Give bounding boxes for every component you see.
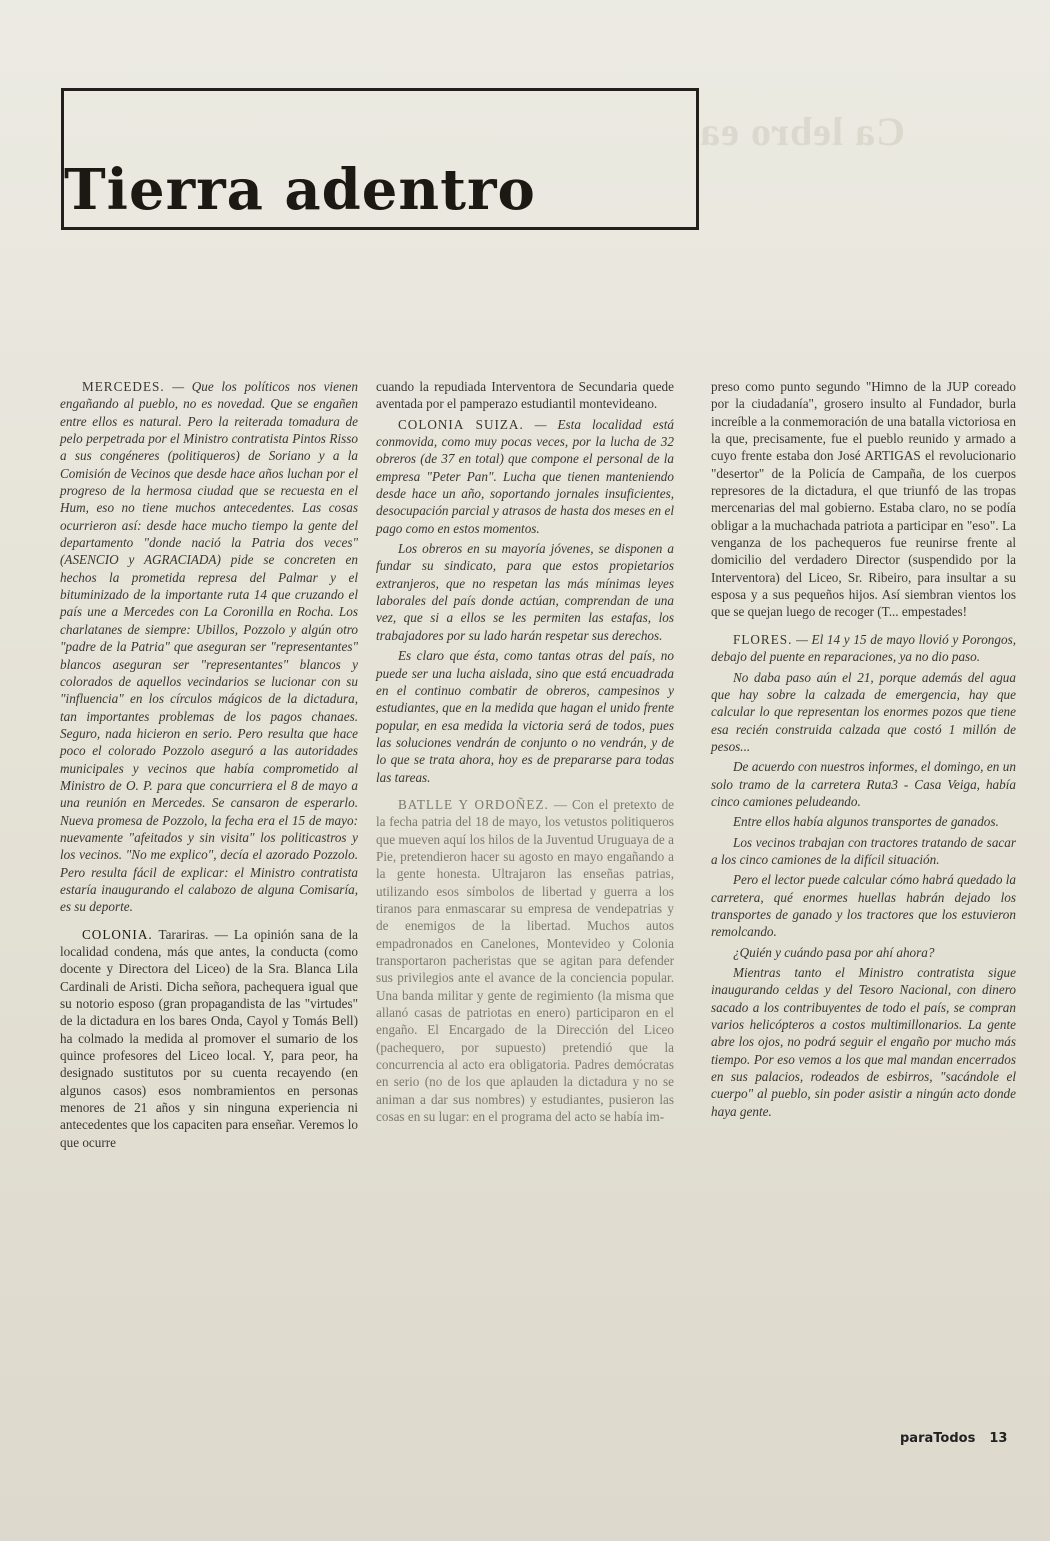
magazine-name: paraTodos bbox=[900, 1431, 976, 1446]
paragraph bbox=[711, 871, 1016, 940]
paragraph-text: Los obreros en su mayoría jóvenes, se disponen a fundar su sindicato, para que estos propietarios extranjeros, que no respetan las más mínimas leyes laborales del país donde actúan, comprendan de una vez, que si a ellos se les permiten las estafas, los trabajadores por su lado harán respetar sus derechos. bbox=[376, 541, 674, 643]
place-name: COLONIA SUIZA. bbox=[398, 416, 524, 432]
paragraph-text: Los vecinos trabajan con tractores tratando de sacar a los cinco camiones de la difícil situación. bbox=[711, 834, 1016, 867]
paragraph bbox=[711, 378, 1016, 621]
paragraph-text: No daba paso aún el 21, porque además del agua que hay sobre la calzada de emergencia, hay que calcular lo que representan los enormes pozos que tiene esa recién construida calzada que costó 1 millón de pesos... bbox=[711, 669, 1016, 754]
paragraph bbox=[60, 926, 358, 1151]
place-name: COLONIA. bbox=[82, 926, 153, 942]
paragraph bbox=[711, 834, 1016, 869]
paragraph-text: Mientras tanto el Ministro contratista sigue inaugurando celdas y del Tesoro Nacional, con dinero sacado a los contribuyentes de todo el país, se compran varios helicópteros a costos multimillonarios. La gente abre los ojos, no podrá seguir el engaño por mucho más tiempo. Por eso vemos a los que mal mandan encerrados en sus palacios, rodeados de esbirros, "sacándole el cuerpo" al pueblo, sin poder asistir a ningún acto donde haya gente. bbox=[711, 965, 1016, 1119]
place-name: FLORES. bbox=[733, 631, 793, 647]
paragraph-text: — Con el pretexto de la fecha patria del 18 de mayo, los vetustos politiqueros que mueven aquí los hilos de la Juventud Uruguaya de a Pie, pretendieron hacer su agosto en mayo engañando a la gente honesta. Ultrajaron las enseñas patrias, utilizando esos símbolos de libertad y guerra a los tiranos para enmascarar su empresa de vendepatrias y de enemigos de la libertad. Muchos autos empadronados en Canelones, Montevideo y Colonia transportaron pacheristas que se agitan para defender sus privilegios ante el avance de la conciencia popular. Una banda militar y gente de regimiento (la misma que allanó casas de patriotas en enero) participaron en el engaño. El Encargado de la Dirección del Liceo (pachequero, por supuesto) pretendió que la concurrencia al acto era obligatoria. Padres demócratas en serio (no de los que aplauden la dictadura y no se animan a dar sus nombres) y estudiantes, pusieron las cosas en su lugar: en el programa del acto se había im- bbox=[376, 796, 675, 1125]
article-body bbox=[60, 378, 1024, 1408]
place-name: MERCEDES. bbox=[82, 379, 165, 394]
column-3 bbox=[711, 378, 1016, 1120]
paragraph-text: — Esta localidad está conmovida, como muy pocas veces, por la lucha de 32 obreros (de 37 en total) que compone el personal de la empresa "Peter Pan". Lucha que tienen manteniendo desde hace un año, soportando jornales insuficientes, desocupación parcial y atrasos de hasta dos meses en el pago como en estos momentos. bbox=[376, 416, 675, 536]
paragraph bbox=[376, 378, 674, 413]
paragraph-text: ¿Quién y cuándo pasa por ahí ahora? bbox=[733, 944, 935, 960]
page-footer bbox=[900, 1431, 1007, 1446]
paragraph bbox=[376, 416, 674, 537]
paragraph-text: — El 14 y 15 de mayo llovió y Porongos, debajo del puente en reparaciones, ya no dio paso. bbox=[711, 631, 1016, 665]
paragraph bbox=[711, 758, 1016, 810]
paragraph-text: preso como punto segundo "Himno de la JUP coreado por la ciudadanía", grosero insulto al Fundador, burla increíble a la conmemoración de una batalla victoriosa en la que, precisamente, fue el pueblo reunido y armado a cuyo frente estaba don José ARTIGAS el revolucionario "desertor" de la Policía de Campaña, de los cuerpos represores de la dictadura, el que triunfó de las tropas mercenarias del mal gobierno. Estaba claro, no se podía obligar a la muchachada patriota a participar en "eso". La venganza de los pachequeros fue reunirse frente al domicilio del verdadero Director (suspendido por la Interventora) del Liceo, Sr. Ribeiro, para insultar a su esposa y a sus pequeños hijos. Así siembran vientos los que se quejan luego de recoger (T... empestades! bbox=[711, 379, 1016, 620]
paragraph bbox=[711, 964, 1016, 1120]
column-1 bbox=[60, 378, 358, 1151]
paragraph bbox=[376, 796, 674, 1126]
paragraph bbox=[711, 944, 1016, 961]
paragraph-text: — Que los políticos nos vienen engañando al pueblo, no es novedad. Que se engañen entre ellos es natural. Pero la reiterada tomadura de pelo perpetrada por el Ministro contratista Pintos Risso a sus congéneres (politiqueros) de Soriano y a la Comisión de Vecinos que desde hace años luchan por el progreso de la hermosa ciudad que se recuesta en el Hum, eso no tiene muchos antecedentes. Las cosas ocurrieron así: desde hace mucho tiempo la gente del departamento "donde nació la Patria dos veces" (ASENCIO y AGRACIADA) pide se concreten en hechos la prometida represa del Palmar y el bituminizado de la importante ruta 14 que cruzando el país une a Mercedes con La Coronilla en Rocha. Los charlatanes de siempre: Ubillos, Pozzolo y algún otro "padre de la Patria" que aseguran ser "representantes" blancos aseguran ser "representantes" blancos y colorados de aquellos vecindarios se lucionar con su "influencia" en los círculos mágicos de la dictadura, tan importantes problemas de los pagos chanaes. Seguro, nada hicieron en serio. Pero resulta que hace poco el colorado Pozzolo aseguró a las autoridades municipales y vecinos que había comprometido al Ministro de O. P. para que concurriera el 8 de mayo a una reunión en Mercedes. Se cansaron de esperarlo. Nueva promesa de Pozzolo, la fecha era el 15 de mayo: nuevamente "afeitados y sin visita" los politicastros y los vecinos. "No me explico", decía el azorado Pozzolo. Pero resulta fácil de explicar: el Ministro contratista estaría inaugurando el calabozo de alguna Comisaría, es su deporte. bbox=[60, 379, 358, 915]
paragraph-text: Entre ellos había algunos transportes de ganados. bbox=[733, 814, 999, 830]
paragraph-text: Tarariras. — La opinión sana de la localidad condena, más que antes, la conducta (como docente y Directora del Liceo) de la Sra. Blanca Lila Cardinali de Aristi. Dicha señora, pachequera igual que su notorio esposo (gran propagandista de las "virtudes" de la dictadura en los bares Onda, Cayol y Tomás Bell) ha colmado la medida al promover el sumario de los quince profesores del Liceo local. Y, para peor, ha designado sustitutos por su cuenta recayendo (en algunos casos) esos nombramientos en personas menores de 21 años y sin ninguna experiencia ni antecedentes que los capaciten para enseñar. Veremos lo que ocurre bbox=[60, 926, 358, 1150]
place-name: BATLLE Y ORDOÑEZ. bbox=[398, 796, 549, 812]
paragraph bbox=[711, 631, 1016, 666]
page-number: 13 bbox=[989, 1431, 1008, 1446]
paragraph bbox=[376, 647, 674, 786]
paragraph-text: Pero el lector puede calcular cómo habrá quedado la carretera, qué enormes huellas habrán dejado los transportes de ganado y los tractores que los estuvieron remolcando. bbox=[711, 872, 1016, 940]
paragraph bbox=[60, 378, 358, 916]
paragraph bbox=[711, 813, 1016, 830]
paragraph bbox=[711, 669, 1016, 756]
bleed-through-text: Ca lebro ea bbox=[699, 109, 905, 154]
column-2 bbox=[376, 378, 674, 1125]
paragraph-text: Es claro que ésta, como tantas otras del país, no puede ser una lucha aislada, sino que está encuadrada en el continuo combatir de obreros, campesinos y estudiantes, que en la medida que hagan el unido frente popular, en esa medida la victoria será de todos, pues las soluciones vendrán de conjunto o no vendrán, y de lo que se trata ahora, hoy es de prepararse para todas las tareas. bbox=[376, 648, 674, 785]
paragraph bbox=[376, 540, 674, 644]
paragraph-text: cuando la repudiada Interventora de Secundaria quede aventada por el pamperazo estudiantil montevideano. bbox=[376, 379, 674, 412]
article-title: Tierra adentro bbox=[64, 157, 536, 223]
paragraph-text: De acuerdo con nuestros informes, el domingo, en un solo tramo de la carretera Ruta3 - Casa Veiga, había cinco camiones peludeando. bbox=[711, 759, 1016, 809]
